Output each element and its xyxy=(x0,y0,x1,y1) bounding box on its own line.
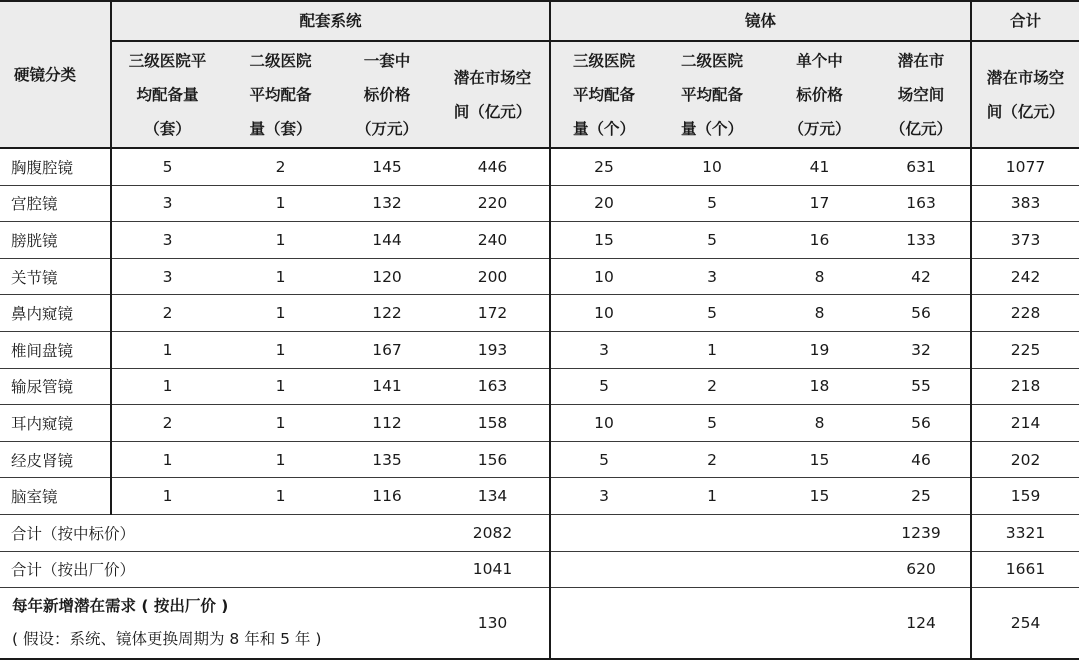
table-row xyxy=(0,222,1079,259)
row-cell: 134 xyxy=(436,478,550,515)
row-cell: 5 xyxy=(657,185,767,222)
row-cell: 3 xyxy=(111,258,223,295)
row-cell: 3 xyxy=(550,331,657,368)
row-category: 膀胱镜 xyxy=(0,222,111,259)
row-cell: 56 xyxy=(872,405,971,442)
table-row xyxy=(0,331,1079,368)
demand-scope-value: 124 xyxy=(872,588,971,660)
demand-total-value: 254 xyxy=(971,588,1079,660)
row-cell: 214 xyxy=(971,405,1079,442)
group-header-system: 配套系统 xyxy=(111,1,550,41)
row-cell: 145 xyxy=(338,148,436,185)
row-cell: 5 xyxy=(550,368,657,405)
row-cell: 3 xyxy=(657,258,767,295)
demand-row xyxy=(0,588,1079,660)
row-cell: 15 xyxy=(767,478,872,515)
row-cell: 25 xyxy=(550,148,657,185)
row-cell: 15 xyxy=(767,441,872,478)
row-category: 宫腔镜 xyxy=(0,185,111,222)
summary-label: 合计（按出厂价） xyxy=(0,551,436,588)
demand-label-line1: 每年新增潜在需求 ( 按出厂价 ) xyxy=(12,597,229,616)
demand-system-value: 130 xyxy=(436,588,550,660)
header-row-groups xyxy=(0,1,1079,41)
row-cell: 55 xyxy=(872,368,971,405)
row-cell: 3 xyxy=(111,222,223,259)
row-category: 关节镜 xyxy=(0,258,111,295)
row-cell: 1 xyxy=(657,478,767,515)
row-cell: 240 xyxy=(436,222,550,259)
summary-scope-value: 1239 xyxy=(872,514,971,551)
col-header-system-market: 潜在市场空 间（亿元） xyxy=(436,41,550,148)
row-cell: 1 xyxy=(111,441,223,478)
table-row xyxy=(0,295,1079,332)
group-header-scope: 镜体 xyxy=(550,1,971,41)
row-cell: 144 xyxy=(338,222,436,259)
row-cell: 1 xyxy=(223,222,338,259)
table-row xyxy=(0,258,1079,295)
row-cell: 5 xyxy=(111,148,223,185)
row-cell: 163 xyxy=(436,368,550,405)
table-row xyxy=(0,441,1079,478)
row-cell: 446 xyxy=(436,148,550,185)
row-cell: 56 xyxy=(872,295,971,332)
row-cell: 8 xyxy=(767,405,872,442)
summary-label: 合计（按中标价） xyxy=(0,514,436,551)
row-cell: 225 xyxy=(971,331,1079,368)
row-cell: 1 xyxy=(223,478,338,515)
row-cell: 1 xyxy=(657,331,767,368)
row-cell: 242 xyxy=(971,258,1079,295)
demand-label xyxy=(0,588,436,660)
table-row xyxy=(0,405,1079,442)
row-cell: 18 xyxy=(767,368,872,405)
table-row xyxy=(0,478,1079,515)
row-cell: 1 xyxy=(223,258,338,295)
row-cell: 2 xyxy=(111,295,223,332)
row-cell: 200 xyxy=(436,258,550,295)
summary-scope-spacer xyxy=(550,514,872,551)
row-cell: 1 xyxy=(111,478,223,515)
table-row xyxy=(0,148,1079,185)
row-cell: 1 xyxy=(111,331,223,368)
header-row-columns xyxy=(0,41,1079,148)
row-cell: 10 xyxy=(550,258,657,295)
row-cell: 120 xyxy=(338,258,436,295)
row-cell: 3 xyxy=(111,185,223,222)
demand-label-line2: ( 假设：系统、镜体更换周期为 8 年和 5 年 ) xyxy=(12,630,322,649)
row-cell: 159 xyxy=(971,478,1079,515)
col-header-scope-market: 潜在市 场空间 （亿元） xyxy=(872,41,971,148)
row-cell: 167 xyxy=(338,331,436,368)
row-cell: 32 xyxy=(872,331,971,368)
row-category: 经皮肾镜 xyxy=(0,441,111,478)
row-cell: 122 xyxy=(338,295,436,332)
row-cell: 1 xyxy=(223,331,338,368)
row-cell: 1077 xyxy=(971,148,1079,185)
row-cell: 1 xyxy=(223,441,338,478)
row-cell: 116 xyxy=(338,478,436,515)
col-header-total-market: 潜在市场空 间（亿元） xyxy=(971,41,1079,148)
row-cell: 132 xyxy=(338,185,436,222)
row-cell: 41 xyxy=(767,148,872,185)
row-cell: 172 xyxy=(436,295,550,332)
row-category: 椎间盘镜 xyxy=(0,331,111,368)
row-cell: 8 xyxy=(767,295,872,332)
row-cell: 10 xyxy=(550,405,657,442)
row-cell: 5 xyxy=(657,222,767,259)
row-cell: 135 xyxy=(338,441,436,478)
row-cell: 2 xyxy=(657,368,767,405)
row-cell: 2 xyxy=(657,441,767,478)
summary-system-value: 2082 xyxy=(436,514,550,551)
row-cell: 141 xyxy=(338,368,436,405)
row-cell: 112 xyxy=(338,405,436,442)
col-header-system-tier3: 三级医院平 均配备量 （套） xyxy=(111,41,223,148)
table-row xyxy=(0,368,1079,405)
row-cell: 1 xyxy=(223,185,338,222)
row-cell: 373 xyxy=(971,222,1079,259)
row-cell: 16 xyxy=(767,222,872,259)
row-cell: 163 xyxy=(872,185,971,222)
col-header-system-tier2: 二级医院 平均配备 量（套） xyxy=(223,41,338,148)
row-cell: 5 xyxy=(657,405,767,442)
col-header-system-price: 一套中 标价格 （万元） xyxy=(338,41,436,148)
row-category: 输尿管镜 xyxy=(0,368,111,405)
col-header-scope-tier3: 三级医院 平均配备 量（个） xyxy=(550,41,657,148)
row-cell: 42 xyxy=(872,258,971,295)
group-header-total: 合计 xyxy=(971,1,1079,41)
row-cell: 5 xyxy=(550,441,657,478)
row-cell: 3 xyxy=(550,478,657,515)
row-cell: 25 xyxy=(872,478,971,515)
col-header-scope-price: 单个中 标价格 （万元） xyxy=(767,41,872,148)
summary-total-value: 3321 xyxy=(971,514,1079,551)
row-cell: 1 xyxy=(223,295,338,332)
row-cell: 8 xyxy=(767,258,872,295)
summary-system-value: 1041 xyxy=(436,551,550,588)
row-cell: 15 xyxy=(550,222,657,259)
row-cell: 5 xyxy=(657,295,767,332)
row-cell: 2 xyxy=(223,148,338,185)
row-cell: 202 xyxy=(971,441,1079,478)
row-cell: 19 xyxy=(767,331,872,368)
summary-scope-spacer xyxy=(550,551,872,588)
row-category: 鼻内窥镜 xyxy=(0,295,111,332)
summary-total-value: 1661 xyxy=(971,551,1079,588)
row-cell: 218 xyxy=(971,368,1079,405)
row-category: 耳内窥镜 xyxy=(0,405,111,442)
row-cell: 20 xyxy=(550,185,657,222)
row-cell: 10 xyxy=(550,295,657,332)
row-cell: 193 xyxy=(436,331,550,368)
row-cell: 631 xyxy=(872,148,971,185)
row-cell: 1 xyxy=(223,405,338,442)
row-category: 脑室镜 xyxy=(0,478,111,515)
row-cell: 383 xyxy=(971,185,1079,222)
row-cell: 46 xyxy=(872,441,971,478)
row-cell: 1 xyxy=(111,368,223,405)
row-cell: 17 xyxy=(767,185,872,222)
summary-scope-value: 620 xyxy=(872,551,971,588)
row-cell: 2 xyxy=(111,405,223,442)
row-cell: 1 xyxy=(223,368,338,405)
row-category: 胸腹腔镜 xyxy=(0,148,111,185)
summary-row-bid xyxy=(0,514,1079,551)
table-body xyxy=(0,148,1079,659)
row-cell: 228 xyxy=(971,295,1079,332)
row-cell: 133 xyxy=(872,222,971,259)
table-row xyxy=(0,185,1079,222)
row-cell: 10 xyxy=(657,148,767,185)
row-cell: 220 xyxy=(436,185,550,222)
demand-scope-spacer xyxy=(550,588,872,660)
row-cell: 156 xyxy=(436,441,550,478)
category-header: 硬镜分类 xyxy=(0,1,111,148)
summary-row-factory xyxy=(0,551,1079,588)
col-header-scope-tier2: 二级医院 平均配备 量（个） xyxy=(657,41,767,148)
row-cell: 158 xyxy=(436,405,550,442)
